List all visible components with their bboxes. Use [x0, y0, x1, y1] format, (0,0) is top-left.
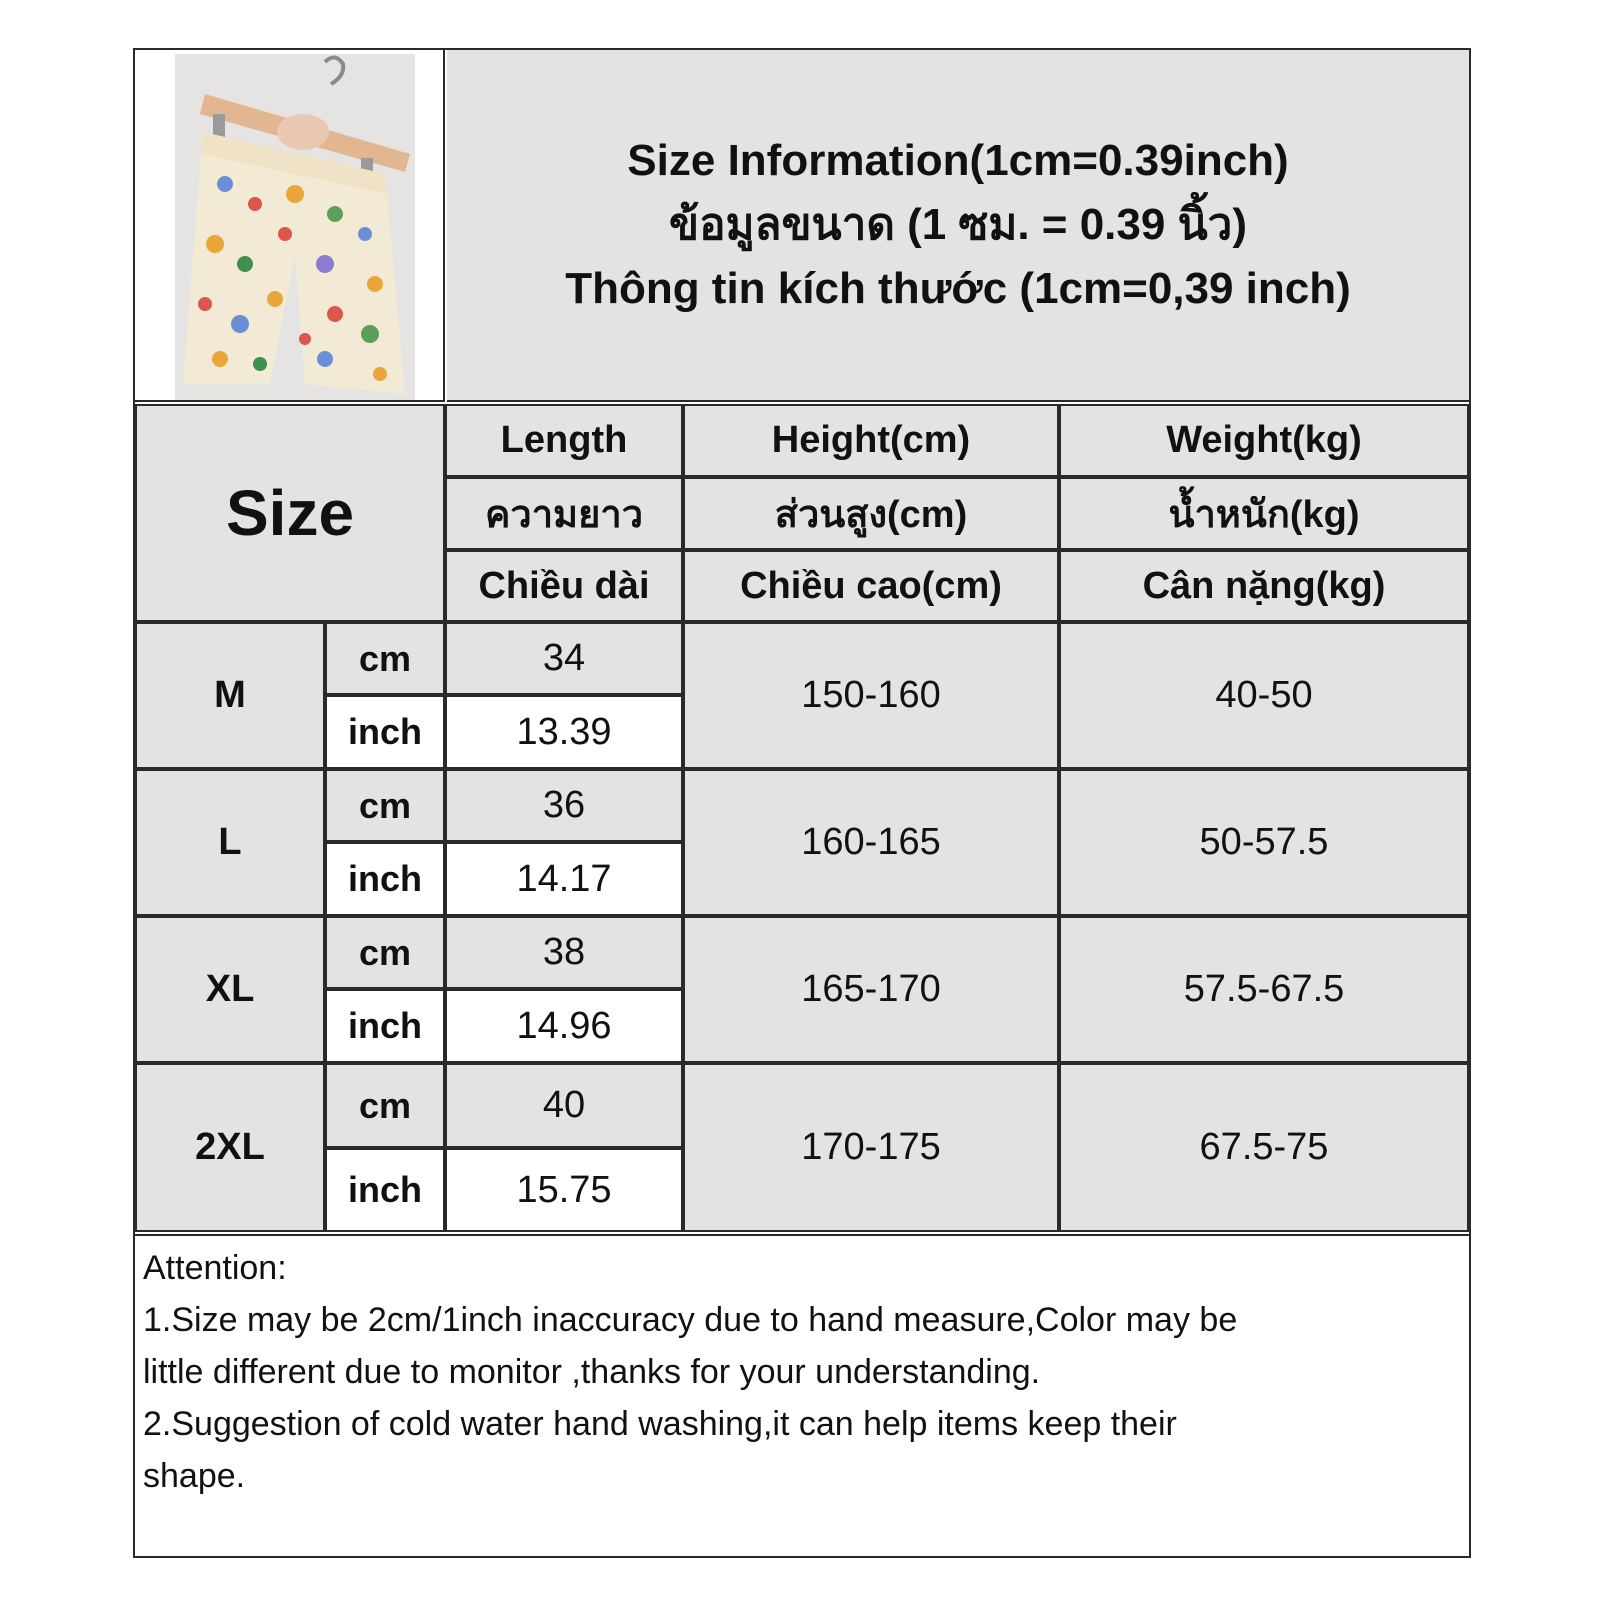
notes-heading: Attention: — [143, 1249, 287, 1287]
unit-cm: cm — [325, 1063, 445, 1148]
size-l: L — [135, 769, 325, 916]
weight-l: 50-57.5 — [1059, 769, 1469, 916]
col-weight-vi: Cân nặng(kg) — [1059, 550, 1469, 622]
title-english: Size Information(1cm=0.39inch) — [627, 136, 1289, 185]
unit-inch: inch — [325, 989, 445, 1063]
size-xl: XL — [135, 916, 325, 1063]
size-header-cell — [135, 404, 445, 622]
unit-cm: cm — [325, 622, 445, 695]
col-length-th: ความยาว — [445, 477, 683, 550]
height-2xl: 170-175 — [683, 1063, 1059, 1232]
unit-inch: inch — [325, 695, 445, 769]
col-weight-th: น้ำหนัก(kg) — [1059, 477, 1469, 550]
title-vietnamese: Thông tin kích thước (1cm=0,39 inch) — [565, 264, 1351, 313]
length-inch-2xl: 15.75 — [445, 1148, 683, 1232]
size-m: M — [135, 622, 325, 769]
weight-m: 40-50 — [1059, 622, 1469, 769]
title-thai: ข้อมูลขนาด (1 ซม. = 0.39 นิ้ว) — [668, 200, 1247, 249]
notes-line: little different due to monitor ,thanks for your understanding. — [143, 1353, 1041, 1391]
unit-inch: inch — [325, 842, 445, 916]
size-2xl: 2XL — [135, 1063, 325, 1232]
weight-xl: 57.5-67.5 — [1059, 916, 1469, 1063]
size-chart — [133, 48, 1471, 1558]
weight-2xl: 67.5-75 — [1059, 1063, 1469, 1232]
product-photo-cell — [135, 50, 445, 402]
col-weight-en: Weight(kg) — [1059, 404, 1469, 477]
length-cm-m: 34 — [445, 622, 683, 695]
unit-cm: cm — [325, 916, 445, 989]
col-height-th: ส่วนสูง(cm) — [683, 477, 1059, 550]
height-l: 160-165 — [683, 769, 1059, 916]
height-xl: 165-170 — [683, 916, 1059, 1063]
col-height-en: Height(cm) — [683, 404, 1059, 477]
length-inch-l: 14.17 — [445, 842, 683, 916]
col-length-vi: Chiều dài — [445, 550, 683, 622]
product-photo — [175, 54, 415, 400]
length-inch-m: 13.39 — [445, 695, 683, 769]
col-height-vi: Chiều cao(cm) — [683, 550, 1059, 622]
notes-line: shape. — [143, 1457, 246, 1495]
attention-notes — [135, 1234, 1469, 1556]
length-inch-xl: 14.96 — [445, 989, 683, 1063]
notes-line: 1.Size may be 2cm/1inch inaccuracy due to hand measure,Color may be — [143, 1301, 1238, 1339]
length-cm-xl: 38 — [445, 916, 683, 989]
unit-cm: cm — [325, 769, 445, 842]
length-cm-l: 36 — [445, 769, 683, 842]
length-cm-2xl: 40 — [445, 1063, 683, 1148]
notes-line: 2.Suggestion of cold water hand washing,it can help items keep their — [143, 1405, 1177, 1443]
height-m: 150-160 — [683, 622, 1059, 769]
title-cell — [447, 50, 1469, 402]
size-header: Size — [225, 477, 355, 549]
unit-inch: inch — [325, 1148, 445, 1232]
col-length-en: Length — [445, 404, 683, 477]
